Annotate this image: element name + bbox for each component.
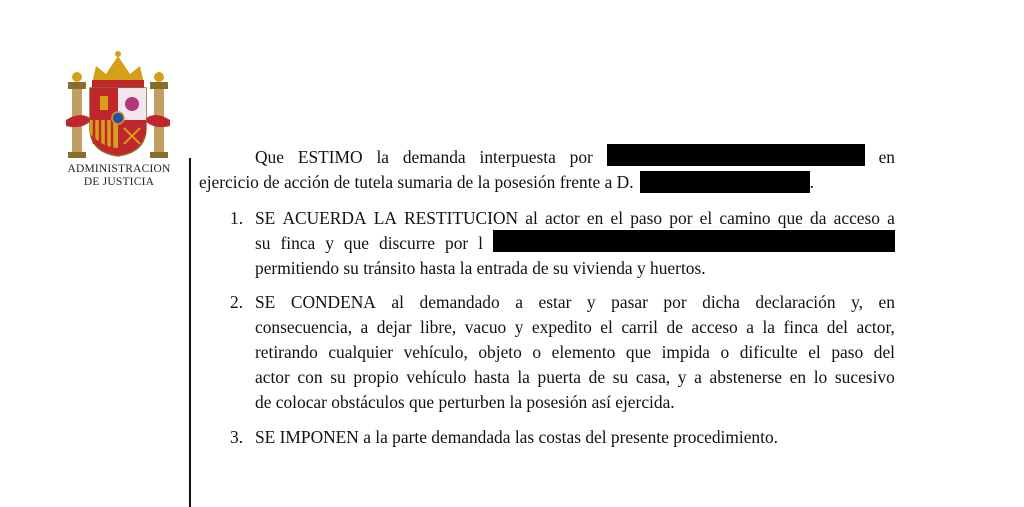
caption-line-1: ADMINISTRACION <box>67 163 171 175</box>
word: estar <box>538 292 572 312</box>
word: vehículo <box>406 367 467 387</box>
word: que <box>343 233 370 253</box>
intro-line-2 <box>199 169 814 195</box>
word: su <box>330 367 346 387</box>
word: y <box>586 292 596 312</box>
word: que <box>777 208 803 228</box>
item-2-line-3 <box>255 339 895 365</box>
word: que <box>625 342 652 362</box>
word: y <box>514 317 524 337</box>
word: de <box>588 367 606 387</box>
word: cualquier <box>328 342 394 362</box>
word: demandado <box>419 292 500 312</box>
item-1-line-1 <box>255 205 895 231</box>
intro-line-2-text: ejercicio de acción de tutela sumaria de la posesión frente a D. <box>199 172 634 192</box>
word: de <box>666 317 683 337</box>
word: casa, <box>635 367 671 387</box>
word: ESTIMO <box>297 147 363 167</box>
word: el <box>808 342 821 362</box>
word: o <box>720 342 730 362</box>
word: propio <box>353 367 399 387</box>
word: sucesivo <box>834 367 895 387</box>
word: el <box>600 317 613 337</box>
word: abstenerse <box>709 367 782 387</box>
word: pasar <box>611 292 648 312</box>
margin-rule <box>189 158 191 507</box>
word: la <box>376 147 389 167</box>
item-1-line-2 <box>255 230 895 256</box>
item-number: 2. <box>230 292 244 312</box>
word: a <box>746 317 754 337</box>
word: paso <box>630 208 663 228</box>
word: en <box>586 208 604 228</box>
word: del <box>873 342 895 362</box>
word: a <box>515 292 523 312</box>
word: por <box>445 233 469 253</box>
coat-of-arms-icon <box>62 48 174 162</box>
word: impida <box>661 342 710 362</box>
word: camino <box>719 208 771 228</box>
word: la <box>517 367 530 387</box>
redaction-bar <box>493 230 895 252</box>
item-2-line-4 <box>255 364 895 390</box>
word: puerta <box>537 367 581 387</box>
intro-line-2-end: . <box>809 172 814 192</box>
word: y <box>677 367 687 387</box>
word: al <box>391 292 404 312</box>
word: da <box>810 208 827 228</box>
item-2-line-2 <box>255 314 895 340</box>
word: en <box>878 292 895 312</box>
word: por <box>669 208 693 228</box>
word: la <box>762 317 776 337</box>
word: carril <box>621 317 659 337</box>
word: CONDENA <box>290 292 376 312</box>
word: lo <box>813 367 828 387</box>
word: acceso <box>691 317 738 337</box>
word: elemento <box>551 342 616 362</box>
word: hasta <box>473 367 510 387</box>
word: actor <box>255 367 290 387</box>
word: en <box>789 367 807 387</box>
word: objeto <box>478 342 522 362</box>
caption-line-2: DE JUSTICIA <box>83 176 155 188</box>
word: LA <box>373 208 397 228</box>
word: declaración <box>755 292 836 312</box>
item-1-line-3: permitiendo su tránsito hasta la entrada de su vivienda y huertos. <box>255 258 706 278</box>
word: por <box>569 147 593 167</box>
word: SE <box>255 292 276 312</box>
word: discurre <box>379 233 436 253</box>
redaction-bar <box>640 171 810 193</box>
word: y, <box>851 292 863 312</box>
word: Que <box>255 147 284 167</box>
word: ACUERDA <box>282 208 367 228</box>
item-2-line-1 <box>255 289 895 315</box>
word: finca <box>280 233 316 253</box>
intro-line-1 <box>255 144 895 170</box>
word: SE <box>255 208 276 228</box>
word: vehículo, <box>403 342 468 362</box>
item-2-line-5: de colocar obstáculos que perturben la posesión así ejercida. <box>255 392 675 412</box>
word: a <box>360 317 369 337</box>
word: acceso <box>833 208 880 228</box>
word: l <box>478 233 484 253</box>
word: y <box>325 233 334 253</box>
word: en <box>878 147 895 167</box>
word: su <box>255 233 271 253</box>
word: su <box>612 367 629 387</box>
word: actor <box>544 208 580 228</box>
word: el <box>699 208 713 228</box>
word: interpuesta <box>479 147 556 167</box>
word: expedito <box>531 317 592 337</box>
word: a <box>887 208 895 228</box>
item-3-text: SE IMPONEN a la parte demandada las costas del presente procedimiento. <box>255 427 779 447</box>
redaction-bar <box>607 144 865 166</box>
word: demanda <box>402 147 466 167</box>
word: RESTITUCION <box>404 208 519 228</box>
word: vacuo <box>464 317 507 337</box>
word: retirando <box>255 342 318 362</box>
word: por <box>663 292 687 312</box>
word: libre, <box>420 317 457 337</box>
word: con <box>297 367 323 387</box>
institution-caption <box>52 163 186 189</box>
word: dejar <box>376 317 412 337</box>
word: o <box>532 342 542 362</box>
word: dicha <box>702 292 740 312</box>
word: consecuencia, <box>255 317 353 337</box>
word: a <box>694 367 702 387</box>
word: actor, <box>856 317 895 337</box>
word: dificulte <box>739 342 798 362</box>
word: finca <box>783 317 819 337</box>
item-number: 3. <box>230 427 244 447</box>
item-number: 1. <box>230 208 244 228</box>
word: al <box>525 208 538 228</box>
word: del <box>826 317 848 337</box>
word: el <box>610 208 624 228</box>
word: paso <box>831 342 864 362</box>
